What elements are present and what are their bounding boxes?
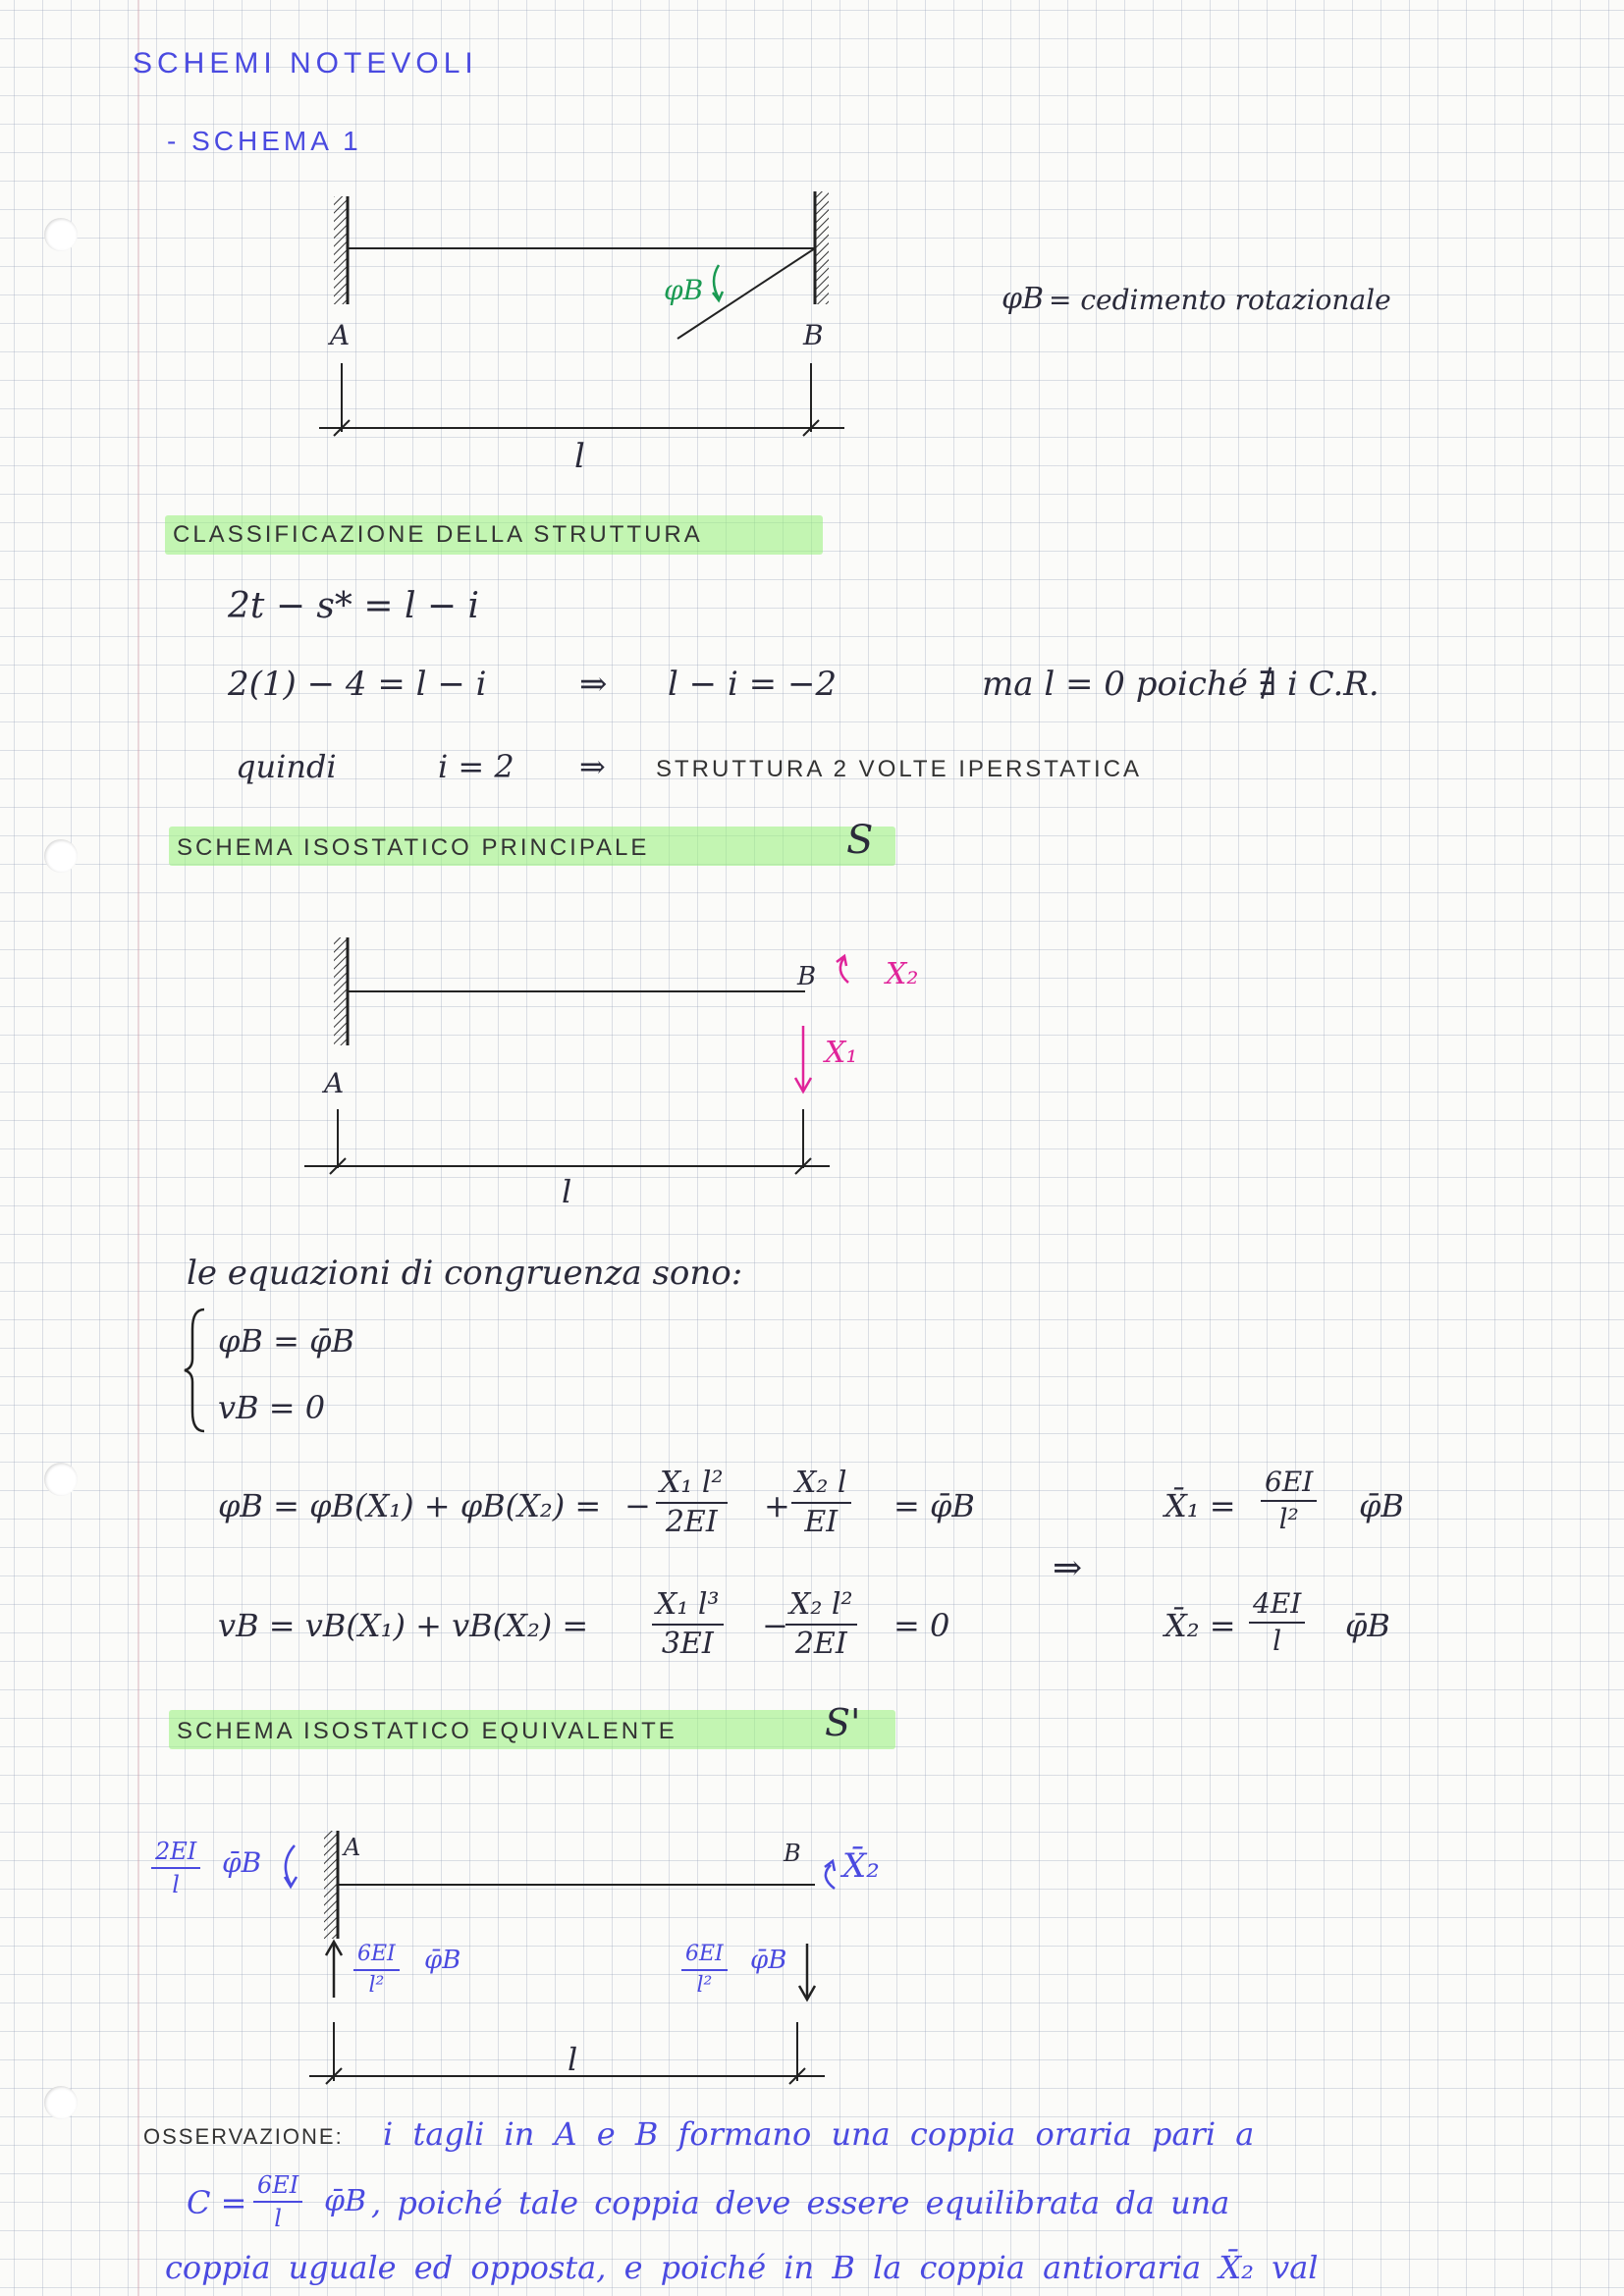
class-line2-right: ma l = 0 poiché ∄ i C.R. [982, 665, 1380, 704]
class-line3-right: STRUTTURA 2 VOLTE IPERSTATICA [656, 756, 1143, 782]
row2-fraction1: $\frac{\text{X₁ l³}}{3EI}$ [652, 1590, 724, 1659]
implies-arrow: ⇒ [1053, 1548, 1083, 1588]
label-a: A [344, 1834, 361, 1861]
solution1-lhs: X̄₁ = [1164, 1487, 1236, 1524]
class-line2-arrow: ⇒ [579, 665, 608, 704]
binder-hole [44, 2086, 78, 2119]
reaction-a-fraction: $\frac{6EI}{\text{l²}}$ [353, 1944, 400, 1997]
moment-a-fraction: $\frac{2EI}{l}$ [151, 1840, 200, 1896]
osservazione-phi: φ̄B [324, 2184, 367, 2218]
label-x2: X₂ [886, 957, 919, 991]
binder-hole [44, 839, 78, 873]
class-line2-mid: l − i = −2 [668, 665, 838, 704]
row2-minus: − [762, 1607, 788, 1644]
solution2-fraction: $\frac{4EI}{l}$ [1249, 1590, 1305, 1655]
class-line1: 2t − s* = l − i [228, 586, 480, 626]
class-line2-left: 2(1) − 4 = l − i [228, 665, 487, 704]
label-a: A [330, 319, 351, 351]
row2-fraction2: $\frac{\text{X₂ l²}}{2EI}$ [785, 1590, 857, 1659]
osservazione-c: C = [187, 2184, 247, 2221]
system-eq1: φB = φ̄B [218, 1322, 354, 1360]
clamp-hatch-a [334, 937, 348, 1045]
margin-line [137, 0, 139, 2296]
heading-schema-principale: SCHEMA ISOSTATICO PRINCIPALE [177, 834, 650, 861]
schema-letter-s-prime: S' [825, 1701, 861, 1744]
row2-rhs: = 0 [893, 1607, 950, 1644]
osservazione-line2: , poiché tale coppia deve essere equilibrata da una [371, 2184, 1230, 2221]
solution2-lhs: X̄₂ = [1164, 1607, 1236, 1644]
schema-letter-s: S [846, 818, 874, 863]
phi-tag: φB [664, 274, 704, 306]
label-b: B [797, 962, 817, 991]
row1-rhs: = φ̄B [893, 1487, 975, 1524]
clamp-hatch-b [815, 191, 829, 304]
length-label: l [568, 2041, 578, 2078]
system-eq2: vB = 0 [218, 1389, 326, 1426]
row1-lhs: φB = φB(X₁) + φB(X₂) = [218, 1487, 602, 1524]
row1-fraction1: $\frac{\text{X₁ l²}}{2EI}$ [656, 1468, 728, 1537]
note-phi: φB [1001, 282, 1045, 316]
row1-sign: − [624, 1487, 651, 1524]
binder-hole [44, 1463, 78, 1496]
osservazione-line3: coppia uguale ed opposta, e poiché in B la coppia antioraria X̄₂ val [165, 2249, 1319, 2286]
heading-schema-equivalente: SCHEMA ISOSTATICO EQUIVALENTE [177, 1718, 677, 1744]
reaction-a-phi: φ̄B [424, 1946, 461, 1975]
class-line3-arrow: ⇒ [579, 748, 606, 785]
binder-hole [44, 218, 78, 251]
solution1-fraction: $\frac{6EI}{\text{l²}}$ [1261, 1468, 1317, 1533]
row1-plus: + [764, 1487, 790, 1524]
label-x1: X₁ [825, 1036, 858, 1070]
label-x2-bar: X̄₂ [842, 1846, 880, 1886]
label-b: B [803, 319, 824, 351]
note-text: = cedimento rotazionale [1049, 284, 1391, 316]
length-label: l [574, 437, 585, 476]
clamp-hatch-a [334, 196, 348, 304]
class-line3-mid: i = 2 [438, 748, 514, 785]
section-subtitle: - SCHEMA 1 [167, 126, 362, 156]
row2-lhs: vB = vB(X₁) + vB(X₂) = [218, 1607, 589, 1644]
length-label: l [562, 1173, 572, 1210]
label-a: A [324, 1067, 345, 1099]
class-line3-left: quindi [236, 748, 337, 785]
moment-a-phi: φ̄B [222, 1846, 262, 1879]
reaction-b-phi: φ̄B [750, 1946, 787, 1975]
row1-fraction2: $\frac{\text{X₂ l}}{EI}$ [791, 1468, 851, 1537]
figure-clamped-beam [295, 177, 864, 476]
solution1-rhs: φ̄B [1359, 1487, 1404, 1524]
clamp-hatch-a [324, 1831, 338, 1939]
osservazione-line1: i tagli in A e B formano una coppia oraria pari a [383, 2115, 1255, 2153]
label-b: B [784, 1840, 801, 1867]
solution2-rhs: φ̄B [1345, 1607, 1390, 1644]
reaction-b-fraction: $\frac{6EI}{\text{l²}}$ [681, 1944, 728, 1997]
heading-classificazione: CLASSIFICAZIONE DELLA STRUTTURA [173, 521, 703, 548]
page-title: SCHEMI NOTEVOLI [133, 47, 478, 80]
system-brace [183, 1306, 212, 1433]
equations-intro: le equazioni di congruenza sono: [187, 1254, 743, 1293]
osservazione-label: OSSERVAZIONE: [143, 2124, 344, 2149]
osservazione-fraction: $\frac{6EI}{l}$ [253, 2173, 302, 2230]
figure-cantilever [295, 933, 884, 1210]
